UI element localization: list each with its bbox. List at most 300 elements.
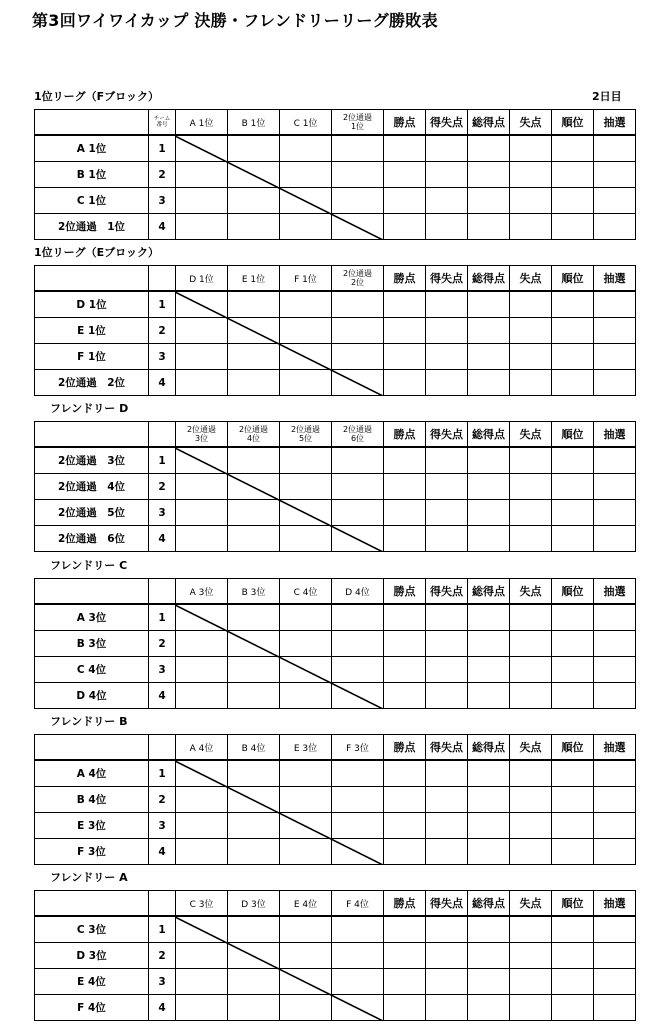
team-name: 2位通過 4位 bbox=[35, 474, 149, 500]
opponent-header: 2位通過 4位 bbox=[228, 422, 280, 448]
stat-cell bbox=[594, 135, 636, 162]
stat-header: 抽選 bbox=[594, 422, 636, 448]
header-blank bbox=[35, 266, 149, 292]
stat-header: 順位 bbox=[552, 579, 594, 605]
stat-header: 抽選 bbox=[594, 579, 636, 605]
table-row bbox=[35, 760, 654, 787]
stat-header: 総得点 bbox=[468, 891, 510, 917]
stat-cell bbox=[384, 526, 426, 552]
stat-cell bbox=[510, 916, 552, 943]
stat-cell bbox=[426, 604, 468, 631]
stat-cell bbox=[594, 526, 636, 552]
match-result-cell bbox=[228, 787, 280, 813]
stat-cell bbox=[510, 188, 552, 214]
stat-header: 勝点 bbox=[384, 579, 426, 605]
match-result-cell bbox=[332, 447, 384, 474]
stat-cell bbox=[594, 370, 636, 396]
opponent-header: F 3位 bbox=[332, 735, 384, 761]
league-table bbox=[34, 734, 633, 865]
match-result-cell bbox=[332, 526, 384, 552]
match-result-cell bbox=[228, 214, 280, 240]
match-result-cell bbox=[176, 813, 228, 839]
stat-cell bbox=[426, 760, 468, 787]
stat-cell bbox=[468, 291, 510, 318]
team-name: B 3位 bbox=[35, 631, 149, 657]
stat-cell bbox=[510, 839, 552, 865]
stat-cell bbox=[426, 969, 468, 995]
match-result-cell bbox=[280, 760, 332, 787]
stat-cell bbox=[510, 344, 552, 370]
opponent-header: B 4位 bbox=[228, 735, 280, 761]
stat-cell bbox=[594, 188, 636, 214]
table-row bbox=[35, 839, 654, 865]
team-number: 3 bbox=[149, 657, 176, 683]
team-number: 1 bbox=[149, 135, 176, 162]
match-result-cell bbox=[228, 683, 280, 709]
stat-header: 順位 bbox=[552, 891, 594, 917]
team-number: 4 bbox=[149, 683, 176, 709]
stat-cell bbox=[426, 995, 468, 1021]
table-header-row bbox=[35, 735, 654, 761]
stat-header: 得失点 bbox=[426, 266, 468, 292]
stat-cell bbox=[594, 760, 636, 787]
stat-header: 得失点 bbox=[426, 110, 468, 136]
opponent-header: 2位通過 3位 bbox=[176, 422, 228, 448]
match-result-cell bbox=[332, 839, 384, 865]
opponent-header: C 1位 bbox=[280, 110, 332, 136]
team-name: A 4位 bbox=[35, 760, 149, 787]
stat-cell bbox=[510, 214, 552, 240]
team-number: 3 bbox=[149, 813, 176, 839]
match-result-cell bbox=[228, 526, 280, 552]
team-no-header bbox=[149, 266, 176, 292]
match-result-cell bbox=[332, 631, 384, 657]
table-row bbox=[35, 214, 654, 240]
league-table bbox=[34, 421, 633, 552]
stat-header: 得失点 bbox=[426, 891, 468, 917]
stat-cell bbox=[468, 500, 510, 526]
team-name: A 3位 bbox=[35, 604, 149, 631]
stat-cell bbox=[510, 813, 552, 839]
stat-cell bbox=[552, 214, 594, 240]
stat-cell bbox=[468, 318, 510, 344]
team-number: 1 bbox=[149, 760, 176, 787]
stat-header: 失点 bbox=[510, 891, 552, 917]
stat-cell bbox=[468, 839, 510, 865]
stat-header: 失点 bbox=[510, 735, 552, 761]
day-label: 2日目 bbox=[592, 90, 622, 103]
table-header-row bbox=[35, 266, 654, 292]
team-number: 4 bbox=[149, 214, 176, 240]
stat-cell bbox=[510, 657, 552, 683]
match-result-cell bbox=[280, 839, 332, 865]
stat-cell bbox=[594, 344, 636, 370]
team-name: E 4位 bbox=[35, 969, 149, 995]
stat-cell bbox=[510, 370, 552, 396]
stat-cell bbox=[552, 787, 594, 813]
match-result-cell bbox=[332, 657, 384, 683]
stat-cell bbox=[594, 839, 636, 865]
match-result-cell bbox=[176, 683, 228, 709]
stat-cell bbox=[510, 969, 552, 995]
stat-header: 失点 bbox=[510, 110, 552, 136]
stat-header: 勝点 bbox=[384, 110, 426, 136]
stat-cell bbox=[510, 500, 552, 526]
team-name: C 4位 bbox=[35, 657, 149, 683]
match-result-cell bbox=[280, 683, 332, 709]
stat-cell bbox=[426, 500, 468, 526]
match-result-cell bbox=[280, 631, 332, 657]
stat-cell bbox=[594, 318, 636, 344]
match-result-cell bbox=[176, 188, 228, 214]
header-blank bbox=[35, 735, 149, 761]
stat-cell bbox=[594, 683, 636, 709]
stat-header: 総得点 bbox=[468, 735, 510, 761]
stat-header: 順位 bbox=[552, 735, 594, 761]
table-row bbox=[35, 916, 654, 943]
match-result-cell bbox=[228, 135, 280, 162]
table-row bbox=[35, 188, 654, 214]
stat-cell bbox=[426, 813, 468, 839]
stat-cell bbox=[426, 916, 468, 943]
stat-header: 抽選 bbox=[594, 891, 636, 917]
stat-header: 総得点 bbox=[468, 422, 510, 448]
team-number: 2 bbox=[149, 943, 176, 969]
stat-cell bbox=[510, 162, 552, 188]
stat-cell bbox=[426, 188, 468, 214]
team-name: 2位通過 3位 bbox=[35, 447, 149, 474]
table-row bbox=[35, 683, 654, 709]
opponent-header: E 4位 bbox=[280, 891, 332, 917]
opponent-header: B 1位 bbox=[228, 110, 280, 136]
stat-cell bbox=[552, 943, 594, 969]
match-result-cell bbox=[280, 604, 332, 631]
stat-cell bbox=[552, 683, 594, 709]
table-row bbox=[35, 526, 654, 552]
stat-header: 勝点 bbox=[384, 266, 426, 292]
stat-cell bbox=[552, 344, 594, 370]
match-result-cell bbox=[280, 813, 332, 839]
match-result-cell bbox=[176, 839, 228, 865]
league-table bbox=[34, 890, 633, 1021]
match-result-cell bbox=[332, 188, 384, 214]
match-result-cell bbox=[176, 318, 228, 344]
table-row bbox=[35, 969, 654, 995]
match-result-cell bbox=[280, 135, 332, 162]
match-result-cell bbox=[176, 500, 228, 526]
stat-cell bbox=[468, 943, 510, 969]
stat-cell bbox=[594, 291, 636, 318]
stat-cell bbox=[552, 291, 594, 318]
match-result-cell bbox=[228, 344, 280, 370]
stat-header: 勝点 bbox=[384, 891, 426, 917]
stat-header: 得失点 bbox=[426, 579, 468, 605]
stat-cell bbox=[552, 969, 594, 995]
stat-cell bbox=[594, 969, 636, 995]
match-result-cell bbox=[176, 370, 228, 396]
match-result-cell bbox=[332, 291, 384, 318]
team-name: A 1位 bbox=[35, 135, 149, 162]
stat-cell bbox=[468, 760, 510, 787]
table-row bbox=[35, 370, 654, 396]
match-result-cell bbox=[176, 943, 228, 969]
opponent-header: 2位通過 6位 bbox=[332, 422, 384, 448]
stat-cell bbox=[384, 344, 426, 370]
stat-cell bbox=[552, 916, 594, 943]
table-row bbox=[35, 631, 654, 657]
table-header-row bbox=[35, 891, 654, 917]
stat-cell bbox=[468, 604, 510, 631]
match-result-cell bbox=[280, 787, 332, 813]
match-result-cell bbox=[280, 916, 332, 943]
stat-header: 勝点 bbox=[384, 735, 426, 761]
stat-cell bbox=[510, 995, 552, 1021]
stat-cell bbox=[384, 813, 426, 839]
header-blank bbox=[35, 110, 149, 136]
team-name: C 1位 bbox=[35, 188, 149, 214]
stat-cell bbox=[552, 839, 594, 865]
team-name: F 1位 bbox=[35, 344, 149, 370]
match-result-cell bbox=[176, 526, 228, 552]
stat-header: 勝点 bbox=[384, 422, 426, 448]
team-number: 1 bbox=[149, 916, 176, 943]
stat-cell bbox=[552, 500, 594, 526]
stat-cell bbox=[384, 943, 426, 969]
stat-cell bbox=[552, 813, 594, 839]
match-result-cell bbox=[228, 813, 280, 839]
league-table bbox=[34, 578, 633, 709]
table-row bbox=[35, 813, 654, 839]
team-number: 1 bbox=[149, 447, 176, 474]
match-result-cell bbox=[280, 995, 332, 1021]
team-no-header bbox=[149, 891, 176, 917]
stat-cell bbox=[426, 135, 468, 162]
opponent-header: D 1位 bbox=[176, 266, 228, 292]
opponent-header: E 3位 bbox=[280, 735, 332, 761]
stat-cell bbox=[510, 474, 552, 500]
match-result-cell bbox=[228, 916, 280, 943]
table-row bbox=[35, 162, 654, 188]
match-result-cell bbox=[332, 500, 384, 526]
team-name: B 1位 bbox=[35, 162, 149, 188]
table-row bbox=[35, 995, 654, 1021]
match-result-cell bbox=[176, 969, 228, 995]
table-row bbox=[35, 500, 654, 526]
match-result-cell bbox=[280, 188, 332, 214]
stat-cell bbox=[552, 370, 594, 396]
match-result-cell bbox=[332, 813, 384, 839]
match-result-cell bbox=[228, 631, 280, 657]
league-table bbox=[34, 109, 633, 240]
match-result-cell bbox=[176, 995, 228, 1021]
match-result-cell bbox=[332, 135, 384, 162]
team-number: 2 bbox=[149, 631, 176, 657]
match-result-cell bbox=[176, 657, 228, 683]
stat-header: 失点 bbox=[510, 422, 552, 448]
stat-header: 失点 bbox=[510, 579, 552, 605]
opponent-header: F 4位 bbox=[332, 891, 384, 917]
opponent-header: C 3位 bbox=[176, 891, 228, 917]
team-name: 2位通過 2位 bbox=[35, 370, 149, 396]
team-name: 2位通過 5位 bbox=[35, 500, 149, 526]
stat-cell bbox=[510, 447, 552, 474]
match-result-cell bbox=[280, 657, 332, 683]
match-result-cell bbox=[280, 214, 332, 240]
stat-header: 総得点 bbox=[468, 110, 510, 136]
team-number: 3 bbox=[149, 188, 176, 214]
stat-cell bbox=[594, 995, 636, 1021]
stat-header: 失点 bbox=[510, 266, 552, 292]
table-row bbox=[35, 787, 654, 813]
stat-cell bbox=[468, 813, 510, 839]
match-result-cell bbox=[228, 760, 280, 787]
match-result-cell bbox=[228, 657, 280, 683]
table-row bbox=[35, 135, 654, 162]
match-result-cell bbox=[280, 500, 332, 526]
stat-cell bbox=[552, 604, 594, 631]
stat-cell bbox=[384, 657, 426, 683]
stat-cell bbox=[594, 787, 636, 813]
stat-cell bbox=[384, 370, 426, 396]
match-result-cell bbox=[176, 604, 228, 631]
stat-cell bbox=[468, 370, 510, 396]
table-row bbox=[35, 474, 654, 500]
team-name: F 3位 bbox=[35, 839, 149, 865]
match-result-cell bbox=[280, 969, 332, 995]
table-row bbox=[35, 447, 654, 474]
team-number: 2 bbox=[149, 474, 176, 500]
match-result-cell bbox=[280, 162, 332, 188]
stat-cell bbox=[552, 162, 594, 188]
stat-cell bbox=[510, 683, 552, 709]
stat-cell bbox=[510, 604, 552, 631]
block-label: フレンドリー D bbox=[50, 402, 129, 415]
opponent-header: 2位通過 1位 bbox=[332, 110, 384, 136]
stat-cell bbox=[594, 657, 636, 683]
stat-cell bbox=[594, 631, 636, 657]
stat-cell bbox=[552, 526, 594, 552]
team-number: 3 bbox=[149, 500, 176, 526]
match-result-cell bbox=[280, 344, 332, 370]
stat-header: 得失点 bbox=[426, 422, 468, 448]
match-result-cell bbox=[228, 969, 280, 995]
stat-cell bbox=[468, 787, 510, 813]
stat-cell bbox=[384, 683, 426, 709]
stat-cell bbox=[426, 526, 468, 552]
match-result-cell bbox=[228, 188, 280, 214]
stat-cell bbox=[468, 683, 510, 709]
match-result-cell bbox=[228, 291, 280, 318]
stat-cell bbox=[426, 447, 468, 474]
stat-cell bbox=[468, 916, 510, 943]
stat-cell bbox=[468, 344, 510, 370]
match-result-cell bbox=[228, 500, 280, 526]
stat-cell bbox=[384, 631, 426, 657]
team-name: B 4位 bbox=[35, 787, 149, 813]
match-result-cell bbox=[280, 447, 332, 474]
stat-cell bbox=[510, 787, 552, 813]
block-label: フレンドリー C bbox=[50, 559, 128, 572]
stat-cell bbox=[552, 995, 594, 1021]
stat-cell bbox=[426, 631, 468, 657]
opponent-header: C 4位 bbox=[280, 579, 332, 605]
stat-cell bbox=[384, 787, 426, 813]
stat-cell bbox=[384, 995, 426, 1021]
match-result-cell bbox=[332, 474, 384, 500]
match-result-cell bbox=[332, 787, 384, 813]
match-result-cell bbox=[332, 683, 384, 709]
stat-cell bbox=[426, 344, 468, 370]
team-number: 2 bbox=[149, 162, 176, 188]
team-name: D 4位 bbox=[35, 683, 149, 709]
team-name: D 3位 bbox=[35, 943, 149, 969]
opponent-header: B 3位 bbox=[228, 579, 280, 605]
team-name: 2位通過 6位 bbox=[35, 526, 149, 552]
stat-cell bbox=[552, 631, 594, 657]
stat-cell bbox=[426, 214, 468, 240]
stat-cell bbox=[426, 943, 468, 969]
stat-cell bbox=[384, 188, 426, 214]
table-row bbox=[35, 657, 654, 683]
stat-header: 総得点 bbox=[468, 266, 510, 292]
stat-cell bbox=[384, 760, 426, 787]
stat-header: 抽選 bbox=[594, 266, 636, 292]
table-header-row bbox=[35, 422, 654, 448]
team-number: 2 bbox=[149, 318, 176, 344]
opponent-header: A 3位 bbox=[176, 579, 228, 605]
team-number: 4 bbox=[149, 839, 176, 865]
stat-cell bbox=[594, 214, 636, 240]
header-blank bbox=[35, 891, 149, 917]
match-result-cell bbox=[280, 526, 332, 552]
team-name: E 3位 bbox=[35, 813, 149, 839]
stat-cell bbox=[510, 631, 552, 657]
team-no-header bbox=[149, 422, 176, 448]
match-result-cell bbox=[332, 760, 384, 787]
team-name: F 4位 bbox=[35, 995, 149, 1021]
stat-cell bbox=[426, 683, 468, 709]
team-number: 4 bbox=[149, 526, 176, 552]
match-result-cell bbox=[228, 995, 280, 1021]
match-result-cell bbox=[332, 214, 384, 240]
match-result-cell bbox=[332, 969, 384, 995]
stat-cell bbox=[594, 447, 636, 474]
stat-cell bbox=[594, 813, 636, 839]
stat-cell bbox=[426, 657, 468, 683]
stat-cell bbox=[552, 474, 594, 500]
match-result-cell bbox=[176, 447, 228, 474]
opponent-header: 2位通過 5位 bbox=[280, 422, 332, 448]
stat-header: 抽選 bbox=[594, 110, 636, 136]
match-result-cell bbox=[228, 604, 280, 631]
stat-cell bbox=[384, 162, 426, 188]
page-title: 第3回ワイワイカップ 決勝・フレンドリーリーグ勝敗表 bbox=[32, 11, 438, 30]
stat-cell bbox=[468, 631, 510, 657]
stat-cell bbox=[426, 162, 468, 188]
league-table bbox=[34, 265, 633, 396]
match-result-cell bbox=[332, 318, 384, 344]
match-result-cell bbox=[176, 760, 228, 787]
match-result-cell bbox=[332, 344, 384, 370]
block-label: フレンドリー B bbox=[50, 715, 128, 728]
block-label: 1位リーグ（Eブロック） bbox=[34, 246, 159, 259]
stat-cell bbox=[468, 162, 510, 188]
opponent-header: A 1位 bbox=[176, 110, 228, 136]
stat-cell bbox=[468, 214, 510, 240]
match-result-cell bbox=[176, 474, 228, 500]
stat-cell bbox=[594, 162, 636, 188]
opponent-header: E 1位 bbox=[228, 266, 280, 292]
